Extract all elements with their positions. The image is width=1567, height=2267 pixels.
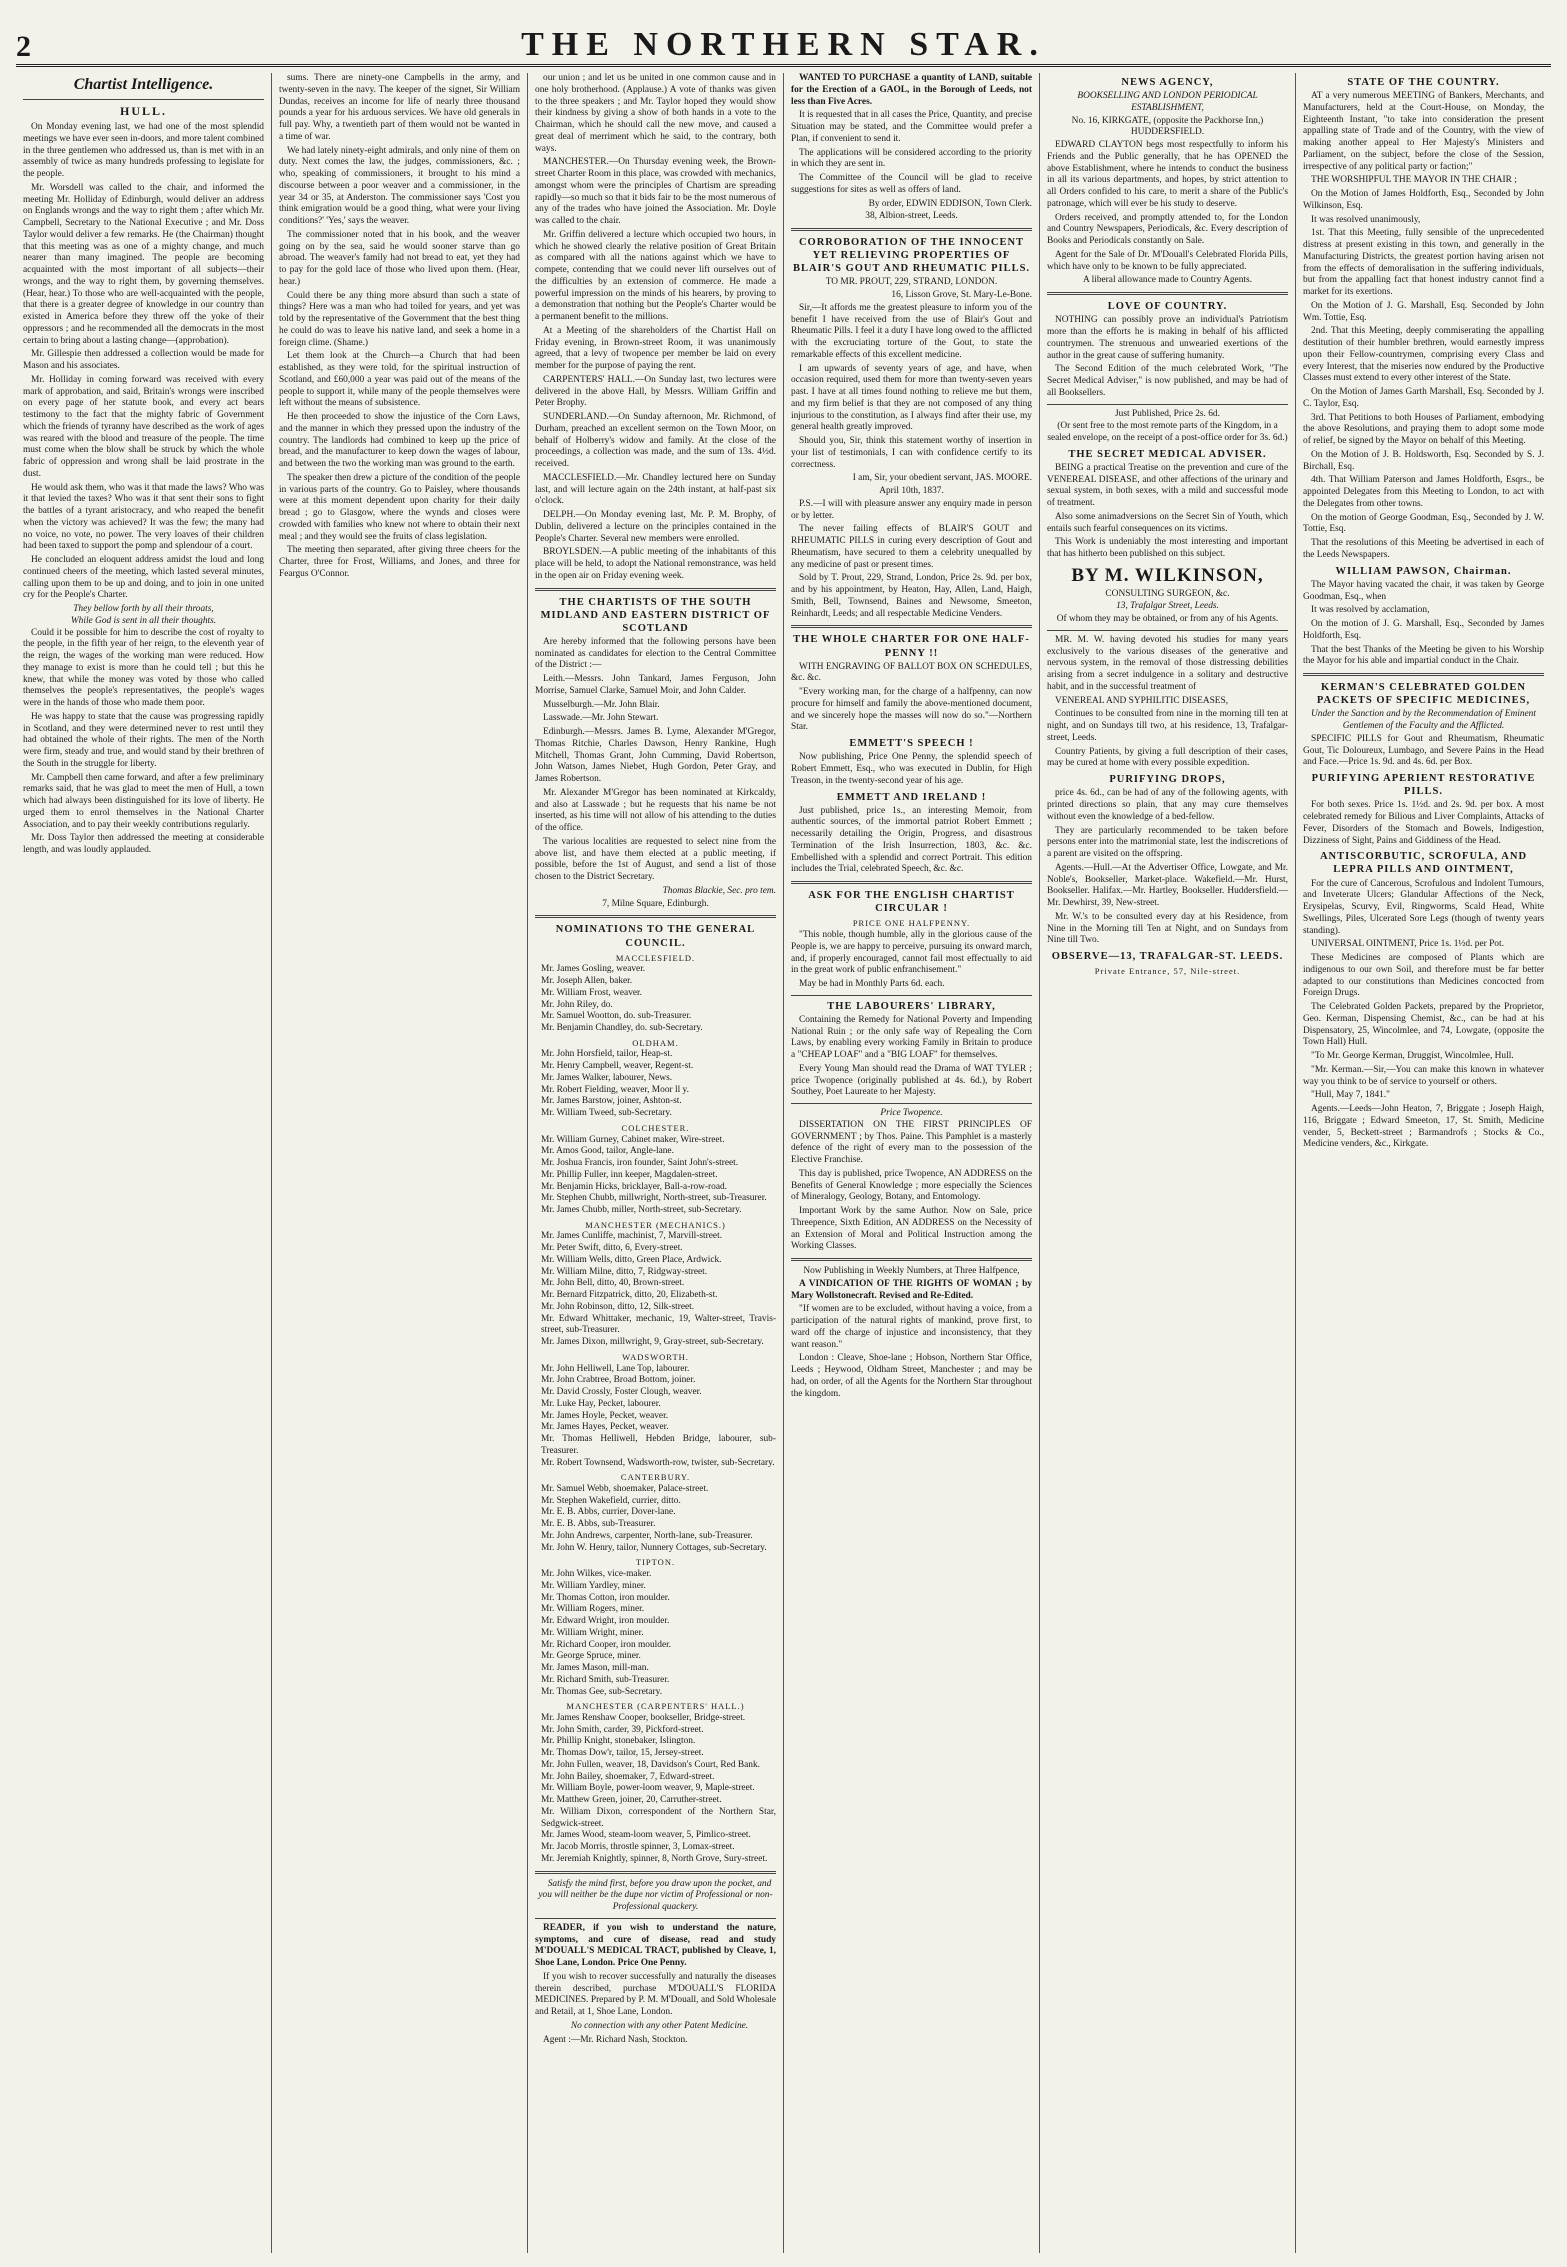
ad-headline: CORROBORATION OF THE INNOCENT YET RELIEVING PROPERTIES OF BLAIR'S GOUT AND RHEUMATIC PILLS. <box>792 237 1031 275</box>
ad-text: Satisfy the mind first, before you draw upon the pocket, and you will neither be the dupe nor victim of Professional or non-Professional quackery. <box>538 1878 773 1913</box>
paragraph: They are particularly recommended to be taken before persons enter into the matrimonial state, lest the indiscretions of a parent are visited on the offspring. <box>1047 825 1288 859</box>
paragraph: CARPENTERS' HALL.—On Sunday last, two lectures were delivered in the above Hall, by Messrs. William Griffin and Peter Brophy. <box>535 374 776 409</box>
nomination-name: Mr. William Yardley, miner. <box>541 1580 646 1591</box>
paragraph: Now publishing, Price One Penny, the splendid speech of Robert Emmett, Esq., who was executed in Dublin, for High Treason, in the twenty-second year of his age. <box>791 752 1032 786</box>
paragraph: May be had in Monthly Parts 6d. each. <box>799 979 945 989</box>
ad-headline: ASK FOR THE ENGLISH CHARTIST CIRCULAR ! <box>808 890 1015 915</box>
nomination-names <box>535 1231 776 1349</box>
nomination-name: Mr. William Rogers, miner. <box>541 1604 645 1615</box>
nomination-name: Mr. Samuel Webb, shoemaker, Palace-street. <box>541 1483 709 1494</box>
paragraph: P.S.—I will with pleasure answer any enquiry made in person or by letter. <box>791 498 1032 521</box>
nomination-name: Mr. Phillip Fuller, inn keeper, Magdalen-street. <box>541 1169 718 1180</box>
ad-body <box>1047 315 1288 399</box>
nomination-name: Mr. James Hoyle, Pecket, weaver. <box>541 1410 669 1421</box>
notice-signature: Thomas Blackie, Sec. pro tem. <box>662 885 776 896</box>
paragraph: NOTHING can possibly prove an individual's Patriotism more than the efforts he is making in behalf of his afflicted countrymen. The strenuous and unwearied exertions of the author in the great cause of suffering humanity. <box>1047 315 1288 361</box>
paragraph: price 4s. 6d., can be had of any of the following agents, with printed directions so plain, that any may cure themselves without even the knowledge of a bed-fellow. <box>1047 788 1288 822</box>
nomination-name: Mr. John Bailey, shoemaker, 7, Edward-street. <box>541 1771 715 1782</box>
section-heading: Chartist Intelligence. <box>73 76 214 93</box>
ad-subhead: CONSULTING SURGEON, &c. <box>1105 588 1230 599</box>
nomination-name: Mr. John Wilkes, vice-maker. <box>541 1569 652 1579</box>
ad-subhead: BOOKSELLING AND LONDON PERIODICAL ESTABLISHMENT, <box>1077 91 1258 113</box>
nomination-name: Mr. William Tweed, sub-Secretary. <box>541 1108 672 1119</box>
nomination-names <box>535 1713 776 1866</box>
nomination-place: WADSWORTH. <box>622 1351 689 1362</box>
paragraph: MR. M. W. having devoted his studies for many years exclusively to the various diseases of the generative and nervous system, in the removal of those distressing debilities arising from a secret indulgence in a solitary and destructive habit, and in the successful treatment of <box>1047 634 1288 692</box>
column-1 <box>16 73 272 2253</box>
nomination-name: Mr. James Hayes, Pecket, weaver. <box>541 1422 669 1433</box>
article-body <box>23 122 264 602</box>
ad-body <box>791 930 1032 991</box>
column-4 <box>784 73 1040 2253</box>
paragraph: On the Motion of J. B. Holdsworth, Esq. Seconded by S. J. Birchall, Esq. <box>1303 449 1544 472</box>
paragraph: MACCLESFIELD.—Mr. Chandley lectured here on Sunday last, and will lecture again on the 24th instant, at half-past six o'clock. <box>535 472 776 507</box>
nomination-name: Mr. Matthew Green, joiner, 20, Carruther-street. <box>541 1795 722 1806</box>
nomination-names <box>535 1135 776 1217</box>
nomination-name: Mr. E. B. Abbs, sub-Treasurer. <box>541 1519 656 1530</box>
nomination-name: Mr. Stephen Wakefield, currier, ditto. <box>541 1495 681 1506</box>
paragraph: "Mr. Kerman.—Sir,—You can make this known in whatever way you think to be of service to yourself or others. <box>1303 1064 1544 1087</box>
paragraph: MANCHESTER.—On Thursday evening week, the Brown-street Charter Room in this place, was crowded with mechanics, amongst whom were the principles of Chartism are spreading rapidly—so much so that it bids fair to be the most numerous of any of the trades who have joined the Association. Mr. Doyle was called to the chair. <box>535 157 776 226</box>
paragraph: On the motion of J. G. Marshall, Esq., Seconded by James Holdforth, Esq. <box>1303 619 1544 641</box>
paragraph: This day is published, price Twopence, AN ADDRESS on the Benefits of General Knowledge ; more especially the Sciences of Mineralogy, Geology, Botany, and Entomology. <box>791 1168 1032 1203</box>
ad-author: BY M. WILKINSON, <box>1071 564 1264 586</box>
nomination-name: Mr. Bernard Fitzpatrick, ditto, 20, Elizabeth-st. <box>541 1290 718 1301</box>
paragraph: Should you, Sir, think this statement worthy of insertion in your list of testimonials, I can with confidence certify to its correctness. <box>791 436 1032 470</box>
nominations-list <box>535 953 776 1866</box>
nomination-place: OLDHAM. <box>632 1037 679 1048</box>
nomination-names <box>535 1364 776 1470</box>
nomination-name: Mr. Luke Hay, Pecket, labourer. <box>541 1398 661 1409</box>
nomination-name: Mr. William Wells, ditto, Green Place, Ardwick. <box>541 1254 722 1265</box>
ad-body <box>1047 635 1288 770</box>
nomination-name: Mr. Richard Cooper, iron moulder. <box>541 1639 672 1650</box>
paragraph: Musselburgh.—Mr. John Blair. <box>543 699 660 710</box>
nomination-name: Mr. William Milne, ditto, 7, Ridgway-street. <box>541 1266 708 1277</box>
paragraph: On the Motion of J. G. Marshall, Esq. Seconded by John Wm. Tottie, Esq. <box>1303 300 1544 323</box>
paragraph: 4th. That William Paterson and James Holdforth, Esqrs., be appointed Delegates from this Meeting to London, to act with the Delegates from other towns. <box>1303 475 1544 509</box>
ad-body <box>1047 463 1288 561</box>
ad-body <box>1303 580 1544 668</box>
paragraph: Are hereby informed that the following persons have been nominated as candidates for election to the Central Committee of the District :— <box>535 636 776 671</box>
paragraph: Mr. W.'s to be consulted every day at his Residence, from Nine in the Morning till Ten at Night, and on Sundays from Nine till Two. <box>1047 911 1288 946</box>
ad-text: Agent :—Mr. Richard Nash, Stockton. <box>543 2034 688 2045</box>
paragraph: Agent for the Sale of Dr. M'Douall's Celebrated Florida Pills, which have only to be known to be fully appreciated. <box>1047 249 1288 272</box>
ad-address: 16, Lisson Grove, St. Mary-Le-Bone. <box>891 290 1032 301</box>
paragraph: The applications will be considered according to the priority in which they are sent in. <box>791 147 1032 170</box>
paragraph: "This noble, though humble, ally in the glorious cause of the People is, we are happy to perceive, pursuing its onward march, and, if properly encouraged, cannot fail most effectually to aid in the great work of public enfranchisement." <box>791 930 1032 976</box>
column-2 <box>272 73 528 2253</box>
paragraph: Containing the Remedy for National Poverty and Impending National Ruin ; or the only safe way of Repealing the Corn Laws, by enabling every working Family in Britain to produce a "CHEAP LOAF" and a "BIG LOAF" for themselves. <box>791 1014 1032 1061</box>
ad-signature: I am, Sir, your obedient servant, JAS. MOORE. <box>852 473 1032 484</box>
paragraph: Agents.—Leeds—John Heaton, 7, Briggate ; Joseph Haigh, 116, Briggate ; Edward Smeeton, 17, St. Smith, Medicine vender, 5, Beckett-street ; Barmandrofs ; Stocks & Co., Medicine venders, &c., Kirkgate. <box>1303 1104 1544 1150</box>
paragraph: Country Patients, by giving a full description of their cases, may be cured at home with every possible expedition. <box>1047 746 1288 769</box>
ad-body <box>791 662 1032 735</box>
article-body-continued <box>23 628 264 857</box>
paragraph: "If women are to be excluded, without having a voice, from a participation of the natural rights of mankind, prove first, to ward off the charge of injustice and inconsistency, that they want reason." <box>791 1304 1032 1350</box>
nomination-name: Mr. Robert Townsend, Wadsworth-row, twister, sub-Secretary. <box>541 1457 775 1468</box>
column-5 <box>1040 73 1296 2253</box>
nomination-name: Mr. James Wood, steam-loom weaver, 5, Pimlico-street. <box>541 1830 751 1841</box>
paragraph: BEING a practical Treatise on the prevention and cure of the VENEREAL DISEASE, and other affections of the urinary and sexual system, in both sexes, with a mild and successful mode of treatment. <box>1047 462 1288 509</box>
paragraph: He would ask them, who was it that made the laws? Who was it that levied the taxes? Who was it that sent their sons to fight the battles of a tyrant aristocracy, and who reaped the benefit when the victory was achieved? It was the few; the many had no voice, no vote, no power. The very loaves of their children had been taxed to support the pomp and splendour of a court. <box>23 482 264 552</box>
paragraph: Important Work by the same Author. Now on Sale, price Threepence, Sixth Edition, AN ADDRESS on the Necessity of an Extension of Moral and Political Instruction among the Working Classes. <box>791 1206 1032 1252</box>
paragraph: DELPH.—On Monday evening last, Mr. P. M. Brophy, of Dublin, delivered a lecture on the principles contained in the People's Charter. Several new members were enrolled. <box>535 510 776 544</box>
masthead <box>16 22 1551 67</box>
nomination-name: Mr. John Smith, carder, 39, Pickford-street. <box>541 1724 704 1735</box>
ad-body <box>791 1015 1032 1099</box>
ad-address: Private Entrance, 57, Nile-street. <box>1094 966 1241 977</box>
ad-body <box>791 806 1032 877</box>
nomination-name: Mr. James Renshaw Cooper, bookseller, Bridge-street. <box>541 1712 746 1723</box>
nomination-name: Mr. Jeremiah Knightly, spinner, 8, North Grove, Sury-street. <box>541 1853 768 1864</box>
ad-body <box>791 110 1032 196</box>
nomination-name: Mr. George Spruce, miner. <box>541 1651 641 1662</box>
paragraph: Sold by T. Prout, 229, Strand, London, Price 2s. 9d. per box, and by his appointment, by Heaton, Hay, Allen, Land, Haigh, Smith, Bell, Townsend, Baines and Newsome, Smeeton, Reinhardt, Leeds; and all respectable Medicine Venders. <box>791 573 1032 619</box>
nomination-name: Mr. James Dixon, millwright, 9, Gray-street, sub-Secretary. <box>541 1337 764 1348</box>
nomination-name: Mr. James Cunliffe, machinist, 7, Marvill-street. <box>541 1231 723 1242</box>
paragraph: UNIVERSAL OINTMENT, Price 1s. 1½d. per Pot. <box>1311 939 1504 950</box>
nomination-name: Mr. John W. Henry, tailor, Nunnery Cottages, sub-Secretary. <box>541 1542 767 1553</box>
ad-date: April 10th, 1837. <box>879 486 944 497</box>
nomination-names <box>535 1049 776 1120</box>
paragraph: WITH ENGRAVING OF BALLOT BOX ON SCHEDULES, &c. &c. <box>791 661 1032 684</box>
paragraph: Could it be possible for him to describe the cost of royalty to the people, in the fifth year of her reign, to the eleventh year of the reign, the wages of the working man were reduced. How they manage to exist is more than he could tell ; but this he knew, that while the money was voted by those who called themselves the people's representatives, the people's wages were in the hands of those who made them poor. <box>23 627 264 708</box>
paragraph: Also some animadversions on the Secret Sin of Youth, which entails such fearful consequences on its victims. <box>1047 511 1288 534</box>
nomination-name: Mr. Peter Swift, ditto, 6, Every-street. <box>541 1243 683 1254</box>
paragraph: He concluded an eloquent address amidst the loud and long continued cheers of the meeting, which lasted several minutes, calling upon them to be up and doing, and to join in one united cry for the People's Charter. <box>23 555 264 601</box>
nomination-name: Mr. Thomas Helliwell, Hebden Bridge, labourer, sub-Treasurer. <box>541 1434 776 1456</box>
paragraph: Edinburgh.—Messrs. James B. Lyme, Alexander M'Gregor, Thomas Ritchie, Charles Dawson, Henry Rankine, Hugh Mitchell, Thomas Grant, John Cumming, David Robertson, John Watson, James Niebet, Hugh Gordon, Peter Gray, and James Robertson. <box>535 727 776 785</box>
paragraph: BROYLSDEN.—A public meeting of the inhabitants of this place will be held, to adopt the National remonstrance, was held in the open air on Friday evening week. <box>535 547 776 581</box>
nomination-name: Mr. John Riley, do. <box>541 999 613 1010</box>
nomination-name: Mr. Jacob Morris, throstle spinner, 3, Lomax-street. <box>541 1842 735 1853</box>
paragraph: For the cure of Cancerous, Scrofulous and Indolent Tumours, and Inveterate Ulcers; Glandular Affections of the Neck, Erysipelas, Scurvy, Evil, Ringworms, Scald Head, White Swellings, Piles, Ulcerated Sore Legs (though of twenty years standing). <box>1303 878 1544 936</box>
notice-body <box>535 637 776 884</box>
paragraph: Leith.—Messrs. John Tankard, James Ferguson, John Morrise, Samuel Clarke, Samuel Moir, and John Calder. <box>535 674 776 696</box>
paragraph: That the best Thanks of the Meeting be given to his Worship the Mayor for his able and impartial conduct in the Chair. <box>1303 644 1544 667</box>
paragraph: It is requested that in all cases the Price, Quantity, and precise Situation may be stated, and the Committee would prefer a Plan, if convenient to send it. <box>791 110 1032 144</box>
paragraph: SUNDERLAND.—On Sunday afternoon, Mr. Richmond, of Durham, preached an excellent sermon on the Town Moor, on behalf of Holberry's widow and family. At the close of the proceedings, a collection was made, and the sum of 13s. 4½d. received. <box>535 412 776 469</box>
nomination-name: Mr. John Robinson, ditto, 12, Silk-street. <box>541 1301 695 1312</box>
nomination-name: Mr. Edward Whittaker, mechanic, 19, Walter-street, Travis-street, sub-Treasurer. <box>541 1313 776 1336</box>
paragraph: DISSERTATION ON THE FIRST PRINCIPLES OF GOVERNMENT ; by Thos. Paine. This Pamphlet is a masterly defence of the right of every man to the possession of the Elective Franchise. <box>791 1119 1032 1166</box>
nomination-name: Mr. William Gurney, Cabinet maker, Wire-street. <box>541 1134 725 1145</box>
paragraph: We had lately ninety-eight admirals, and only nine of them on duty. Next comes the law, the judges, commissioners, &c. ; who, speaking of commissioners, it brought to his mind a discourse between a poor weaver and a commissioner, in the year 34 or 35, at Anderston. The commissioner says 'Cost you think emigration would be a good thing, what were your living conditions?' 'Yes,' says the weaver. <box>279 145 520 226</box>
paragraph: Agents.—Hull.—At the Advertiser Office, Lowgate, and Mr. Noble's, Bookseller, Market-place. Wakefield.—Mr. Hurst, Bookseller. Halifax.—Mr. Hartley, Bookseller. Huddersfield.—Mr. Dewhirst, 39, New-street. <box>1047 862 1288 908</box>
paragraph: He then proceeded to show the injustice of the Corn Laws, and the manner in which they pressed upon the industry of the country. The landlords had combined to keep up the price of bread, and the manufacturer to keep down the wages of labour, and between the two the working man was ground to the earth. <box>279 412 520 469</box>
notice-heading: THE CHARTISTS OF THE SOUTH MIDLAND AND EASTERN DISTRICT OF SCOTLAND <box>540 596 771 634</box>
paragraph: THE WORSHIPFUL THE MAYOR IN THE CHAIR ; <box>1311 175 1517 186</box>
verse: They bellow forth by all their throats, While God is sent in all their thoughts. <box>70 604 217 626</box>
paragraph: Let them look at the Church—a Church that had been established, as they were told, for the spiritual instruction of Scotland, and £60,000 a year was paid out of the means of the people to support it, while many of the people themselves were left without the means of subsistence. <box>279 351 520 409</box>
column-6 <box>1296 73 1551 2253</box>
paragraph: The Committee of the Council will be glad to receive suggestions for sites as well as offers of land. <box>791 173 1032 195</box>
nomination-name: Mr. Benjamin Hicks, bricklayer, Ball-a-row-road. <box>541 1181 728 1192</box>
ad-headline: THE WHOLE CHARTER FOR ONE HALF-PENNY !! <box>793 634 1030 659</box>
paragraph: The commissioner noted that in his book, and the weaver going on by the sea, said he would sooner starve than go abroad. The weaver's family had not bread to eat, yet they had to pay for the gold lace of those who lived upon them. (Hear, hear.) <box>279 229 520 287</box>
paragraph: London : Cleave, Shoe-lane ; Hobson, Northern Star Office, Leeds ; Heywood, Oldham Street, Manchester ; and may be had, on order, of all the Agents for the Northern Star throughout the kingdom. <box>791 1353 1032 1399</box>
ad-headline: ANTISCORBUTIC, SCROFULA, AND LEPRA PILLS AND OINTMENT, <box>1319 851 1528 876</box>
ad-headline: THE SECRET MEDICAL ADVISER. <box>1068 448 1267 460</box>
paragraph: 1st. That this Meeting, fully sensible of the unprecedented distress at present existing in this town, and generally in the Manufacturing Districts, the greatest portion having arisen not from the effects of demoralisation in the suffering individuals, but from the appalling fact that honest industry cannot find a market for its exertions. <box>1303 228 1544 298</box>
nomination-place: CANTERBURY. <box>620 1472 691 1483</box>
paragraph: It was resolved unanimously, <box>1311 214 1421 225</box>
ad-address: OBSERVE—13, TRAFALGAR-ST. LEEDS. <box>1051 951 1284 962</box>
nomination-name: Mr. John Fullen, weaver, 18, Davidson's Court, Red Bank. <box>541 1759 761 1770</box>
paragraph: On Monday evening last, we had one of the most splendid meetings we have ever seen in-doors, and more talent combined in the three gentlemen who addressed us, than is met with in an assembly of twice as many hundreds professing to legislate for the people. <box>23 122 264 179</box>
ad-text: If you wish to recover successfully and naturally the diseases therein described, purchase M'DOUALL'S FLORIDA MEDICINES. Prepared by P. M. M'Douall, and Sold Wholesale and Retail, at 1, Shoe Lane, London. <box>535 1971 776 2018</box>
ad-body <box>1303 91 1544 562</box>
paragraph: VENEREAL AND SYPHILITIC DISEASES, <box>1055 695 1229 706</box>
paragraph: Orders received, and promptly attended to, for the London and Country Newspapers, Periodicals, &c. Every description of Books and Periodicals constantly on Sale. <box>1047 212 1288 247</box>
nomination-name: Mr. James Barstow, joiner, Ashton-st. <box>541 1096 682 1107</box>
paragraph: Mr. Gillespie then addressed a collection would be made for Mason and his associates. <box>23 349 264 371</box>
nomination-name: Mr. William Wright, miner. <box>541 1627 644 1638</box>
nomination-name: Mr. David Crossly, Foster Clough, weaver. <box>541 1387 702 1397</box>
paragraph: Continues to be consulted from nine in the morning till ten at night, and on Sundays till two, at his residence, 13, Trafalgar-street, Leeds. <box>1047 709 1288 743</box>
nomination-name: Mr. Thomas Gee, sub-Secretary. <box>541 1686 663 1697</box>
paragraph: This Work is undeniably the most interesting and important that has hitherto been published on this subject. <box>1047 537 1288 560</box>
columns <box>16 73 1551 2253</box>
nomination-name: Mr. Stephen Chubb, millwright, North-street, sub-Treasurer. <box>541 1193 767 1204</box>
ad-address: TO MR. PROUT, 229, STRAND, LONDON. <box>825 277 998 288</box>
nomination-name: Mr. James Mason, mill-man. <box>541 1663 649 1673</box>
ad-body <box>1047 140 1288 273</box>
ad-headline: WANTED TO PURCHASE a quantity of LAND, suitable for the Erection of a GAOL, in the Borough of Leeds, not less than Five Acres. <box>791 73 1032 107</box>
nomination-name: Mr. Benjamin Chandley, do. sub-Secretary. <box>541 1023 703 1033</box>
ad-address: No. 16, KIRKGATE, (opposite the Packhorse Inn,) HUDDERSFIELD. <box>1071 115 1264 138</box>
ad-headline: READER, if you wish to understand the nature, symptoms, and cure of disease, read and study M'DOUALL'S MEDICAL TRACT, published by Cleave, 1, Shoe Lane, London. Price One Penny. <box>535 1922 776 1969</box>
nomination-name: Mr. John Andrews, carpenter, North-lane, sub-Treasurer. <box>541 1530 753 1541</box>
ad-body <box>791 499 1032 621</box>
paragraph: Just published, price 1s., an interesting Memoir, from authentic sources, of the immortal patriot Robert Emmett ; necessarily detailing the Origin, Progress, and disastrous Termination of the Irish Insurrection, 1803, &c. &c. Embellished with a splendid and correct Portrait. This edition includes the Trial, celebrated Speech, &c. &c. <box>791 805 1032 875</box>
nomination-name: Mr. William Frost, weaver. <box>541 987 642 998</box>
nomination-name: Mr. John Crabtree, Broad Bottom, joiner. <box>541 1375 696 1386</box>
paragraph: The meeting then separated, after giving three cheers for the Charter, three for Frost, Williams, and Jones, and three for Feargus O'Connor. <box>279 545 520 579</box>
nomination-name: Mr. Samuel Wootton, do. sub-Treasurer. <box>541 1011 692 1022</box>
paragraph: On the Motion of James Garth Marshall, Esq. Seconded by J. C. Taylor, Esq. <box>1303 387 1544 409</box>
paragraph: AT a very numerous MEETING of Bankers, Merchants, and Manufacturers, held at the Court-House, on Monday, the Eighteenth Instant, "to take into consideration the present appalling state of Trade and of the Country, with the view of making another appeal to Her Majesty's Ministers and Parliament, on the subject, before the close of the Session, irrespective of any political party or faction;" <box>1303 91 1544 172</box>
nomination-names <box>535 1569 776 1698</box>
paragraph: Mr. Alexander M'Gregor has been nominated at Kirkcaldy, and also at Lasswade ; but he requests that his name be not inserted, as his time will not allow of his attending to the duties of the office. <box>535 787 776 834</box>
paragraph: On the Motion of James Holdforth, Esq., Seconded by John Wilkinson, Esq. <box>1303 189 1544 211</box>
ad-headline: PURIFYING DROPS, <box>1109 774 1226 786</box>
paragraph: "To Mr. George Kerman, Druggist, Wincolmlee, Hull. <box>1311 1051 1514 1061</box>
paragraph: 2nd. That this Meeting, deeply commiserating the appalling destitution of their humbler brethren, would earnestly impress upon their Fellow-countrymen, comprising every Class and every Interest, that the miseries now endured by the Productive Classes must extend to every other interest of the State. <box>1303 326 1544 384</box>
article-body <box>279 73 520 581</box>
ad-subhead: Price Twopence. <box>880 1108 943 1119</box>
ad-body <box>791 1304 1032 1400</box>
paragraph: Mr. Worsdell was called to the chair, and informed the meeting Mr. Holliday of Edinburgh, would deliver an address on Englands wrongs and the way to right them ; after which Mr. Campbell, Secretary to the National Executive ; and Mr. Doss Taylor would deliver a few remarks. He (the Chairman) thought that this meeting was as one of a mighty change, and much nearer than many imagined. The people are becoming acquainted with the most important of all subjects—their wrongs, and the way to right them, by governing themselves. (Hear, hear.) To those who are well-acquainted with the people, that there is a greater degree of knowledge in our country than existed in America before they threw off the yoke of their oppressors ; and he recommended all the democrats in the most certain to bring about a lasting change—(approbation). <box>23 182 264 346</box>
nomination-place: MANCHESTER (CARPENTERS' HALL.) <box>566 1701 745 1712</box>
paragraph: EDWARD CLAYTON begs most respectfully to inform his Friends and the Public generally, that he has OPENED the above Establishment, where he intends to conduct the business in all its various departments, and hopes, by strict attention to all Orders confided to his care, to merit a share of the Public's patronage, which will ever be his study to deserve. <box>1047 140 1288 209</box>
ad-address: 13, Trafalgar Street, Leeds. <box>1116 601 1219 612</box>
ad-body <box>791 303 1032 472</box>
nomination-place: COLCHESTER. <box>621 1122 690 1133</box>
paragraph: Could there be any thing more absurd than such a state of things? Here was a man who had toiled for years, and yet was told by the representative of the Government that the best thing he could do was to leave his native land, and seek a home in a foreign clime. (Shame.) <box>279 290 520 348</box>
nomination-place: MACCLESFIELD. <box>615 952 696 963</box>
ad-subhead: Under the Sanction and by the Recommendation of Eminent Gentlemen of the Faculty and the Afflicted. <box>1311 709 1536 731</box>
paragraph: It was resolved by acclamation, <box>1311 605 1430 616</box>
nomination-name: Mr. John Horsfield, tailor, Heap-st. <box>541 1049 673 1060</box>
place-heading: HULL. <box>119 104 167 118</box>
ad-address: 38, Albion-street, Leeds. <box>865 211 958 222</box>
paragraph: The various localities are requested to select nine from the above list, and have them elected at a public meeting, if possible, before the 1st of August, and send a list of those chosen to the District Secretary. <box>535 836 776 883</box>
ad-text: No connection with any other Patent Medicine. <box>570 2020 749 2031</box>
nomination-name: Mr. Richard Smith, sub-Treasurer. <box>541 1674 670 1685</box>
ad-headline: EMMETT'S SPEECH ! <box>849 738 974 750</box>
column-3 <box>528 73 784 2253</box>
nomination-names <box>535 1484 776 1555</box>
nomination-name: Mr. Amos Good, tailor, Angle-lane. <box>541 1146 674 1157</box>
ad-note: Of whom they may be obtained, or from any of his Agents. <box>1056 614 1279 625</box>
paragraph: At a Meeting of the shareholders of the Chartist Hall on Friday evening, in Brown-street Room, it was unanimously agreed, that a levy of twopence per member be laid on every member for the purpose of paying the rent. <box>535 325 776 371</box>
ad-body <box>1303 800 1544 847</box>
nomination-place: TIPTON. <box>635 1557 676 1568</box>
nomination-name: Mr. Phillip Knight, stonebaker, Islington. <box>541 1736 696 1747</box>
ad-note: A liberal allowance made to Country Agents. <box>1083 275 1252 286</box>
notice-address: 7, Milne Square, Edinburgh. <box>602 898 709 909</box>
nomination-name: Mr. Edward Wright, iron moulder. <box>541 1616 670 1626</box>
paragraph: Mr. Doss Taylor then addressed the meeting at considerable length, and was loudly applauded. <box>23 833 264 855</box>
ad-headline: THE LABOURERS' LIBRARY, <box>827 1000 996 1012</box>
newspaper-title: THE NORTHERN STAR. <box>521 26 1046 63</box>
paragraph: Mr. Griffin delivered a lecture which occupied two hours, in which he showed clearly the relative position of Great Britain as compared with all the nations against which we have to compete, contending that we could never lift ourselves out of the difficulties by an extension of commerce. He made a powerful impression on the minds of his hearers, by proving to a demonstration that nothing but the People's Charter would be a permanent benefit to the millions. <box>535 229 776 322</box>
ad-signature: WILLIAM PAWSON, Chairman. <box>1335 565 1512 577</box>
paragraph: Sir,—It affords me the greatest pleasure to inform you of the benefit I have received from the use of Blair's Gout and Rheumatic Pills. I feel it a duty I have long owed to the afflicted with the excruciating torture of the Gout, to state the remarkable effects of this excellent medicine. <box>791 302 1032 360</box>
paragraph: 3rd. That Petitions to both Houses of Parliament, embodying the above Resolutions, and praying them to adopt some mode of relief, be signed by the Mayor on behalf of this Meeting. <box>1303 412 1544 447</box>
paragraph: The Mayor having vacated the chair, it was taken by George Goodman, Esq., when <box>1303 579 1544 602</box>
nomination-name: Mr. Thomas Dow'r, tailor, 15, Jersey-street. <box>541 1748 704 1759</box>
nomination-name: Mr. William Boyle, power-loom weaver, 9, Maple-street. <box>541 1783 755 1794</box>
ad-headline: LOVE OF COUNTRY. <box>1107 301 1228 313</box>
ad-body <box>1303 734 1544 769</box>
paragraph: our union ; and let us be united in one common cause and in one holy brotherhood. (Applause.) A vote of thanks was given to the three speakers ; and Mr. Taylor hoped they would show their kindness by giving a show of both hands in a vote to the Chairman, which he should call the new move, and caused a great deal of merriment which he said, to the contrary, both ways. <box>535 73 776 154</box>
ad-subhead: (Or sent free to the most remote parts of the Kingdom, in a sealed envelope, on the receipt of a post-office order for 3s. 6d.) <box>1047 421 1288 443</box>
nomination-place: MANCHESTER (MECHANICS.) <box>585 1219 726 1230</box>
paragraph: That the resolutions of this Meeting be advertised in each of the Leeds Newspapers. <box>1303 538 1544 560</box>
paragraph: sums. There are ninety-one Campbells in the army, and twenty-seven in the navy. The keeper of the signet, Sir William Dundas, receives an income for life of nearly three thousand pounds a year for his arduous services. We have old generals in full pay. Why, a twentieth part of them would not be wanted in a time of war. <box>279 73 520 142</box>
ad-body <box>1047 788 1288 947</box>
paragraph: Mr. Holliday in coming forward was received with every mark of approbation, and said, Britain's wrongs were inscribed on every page of her statute book, and every act bears testimony to the fact that the mighty fabric of Government which the friends of tyranny have described as the work of ages was reared with the blood and treasure of the people. The time must come when the blow shall be struck by which the whole fabric of oppression and wrong shall be laid prostrate in the dust. <box>23 374 264 479</box>
nomination-name: Mr. E. B. Abbs, currier, Dover-lane. <box>541 1507 676 1518</box>
ad-body <box>791 752 1032 787</box>
paragraph: I am upwards of seventy years of age, and have, when occasion required, used them for more than twenty-seven years past. I have at all times found nothing to relieve me but them, and my firm belief is that they are not composed of any thing injurious to the constitution, as I always find after their use, my general health greatly improved. <box>791 363 1032 433</box>
paragraph: He was happy to state that the cause was progressing rapidly in Scotland, and they were determined never to rest until they had obtained the whole of their rights. The men of the North were firm, steady and true, and would stand by their brethren of the South in the struggle for liberty. <box>23 711 264 769</box>
ad-body <box>791 1120 1032 1253</box>
nomination-name: Mr. James Gosling, weaver. <box>541 964 646 975</box>
ad-headline: STATE OF THE COUNTRY. <box>1347 77 1500 88</box>
ad-subhead: PRICE ONE HALFPENNY. <box>852 918 971 929</box>
nomination-name: Mr. Robert Fielding, weaver, Moor ll y. <box>541 1084 689 1095</box>
ad-subhead: Just Published, Price 2s. 6d. <box>1115 408 1220 419</box>
paragraph: On the motion of George Goodman, Esq., Seconded by J. W. Tottie, Esq. <box>1303 512 1544 535</box>
nomination-name: Mr. John Bell, ditto, 40, Brown-street. <box>541 1278 685 1289</box>
nominations-heading: NOMINATIONS TO THE GENERAL COUNCIL. <box>555 924 756 949</box>
page-number: 2 <box>16 30 31 63</box>
paragraph: Lasswade.—Mr. John Stewart. <box>543 713 659 724</box>
nomination-name: Mr. Joseph Allen, baker. <box>541 976 633 986</box>
paragraph: "Hull, May 7, 1841." <box>1311 1090 1391 1101</box>
paragraph: SPECIFIC PILLS for Gout and Rheumatism, Rheumatic Gout, Tic Doloureux, Lumbago, and Severe Pains in the Head and Face.—Price 1s. 9d. and 4s. 6d. per Box. <box>1303 733 1544 768</box>
ad-headline: KERMAN'S CELEBRATED GOLDEN PACKETS OF SPECIFIC MEDICINES, <box>1316 682 1531 707</box>
nomination-name: Mr. James Chubb, miller, North-street, sub-Secretary. <box>541 1205 742 1215</box>
paragraph: The Second Edition of the much celebrated Work, "The Secret Medical Adviser," is now published, and may be had of all Booksellers. <box>1047 364 1288 398</box>
nomination-names <box>535 964 776 1035</box>
nomination-name: Mr. James Walker, labourer, News. <box>541 1072 673 1083</box>
paragraph: The never failing effects of BLAIR'S GOUT and RHEUMATIC PILLS in curing every description of Gout and Rheumatism, have secured to them a celebrity unequalled by any medicine of past or present times. <box>791 524 1032 570</box>
paragraph: These Medicines are composed of Plants which are indigenous to our own Soil, and therefore must be far better adapted to our constitutions than Medicines concocted from Foreign Drugs. <box>1303 953 1544 999</box>
paragraph: Mr. Campbell then came forward, and after a few preliminary remarks said, that he was glad to meet the men of Hull, a town which had always been distinguished for its love of liberty. He urged them to enrol themselves in the National Charter Association, and to pay their weekly contributions regularly. <box>23 772 264 830</box>
ad-subhead: Now Publishing in Weekly Numbers, at Three Halfpence, <box>803 1266 1020 1277</box>
ad-headline: PURIFYING APERIENT RESTORATIVE PILLS. <box>1311 773 1536 798</box>
nomination-name: Mr. Joshua Francis, iron founder, Saint John's-street. <box>541 1158 739 1168</box>
nomination-name: Mr. Thomas Cotton, iron moulder. <box>541 1592 670 1603</box>
ad-headline: A VINDICATION OF THE RIGHTS OF WOMAN ; by Mary Wollstonecraft. Revised and Re-Edited. <box>791 1278 1032 1301</box>
paragraph: Every Young Man should read the Drama of WAT TYLER ; price Twopence (originally published at 4s. 6d.), by Robert Southey, Poet Laureate to her Majesty. <box>791 1063 1032 1098</box>
paragraph: For both sexes. Price 1s. 1½d. and 2s. 9d. per box. A most celebrated remedy for Bilious and Liver Complaints, Attacks of Fever, Disorders of the Stomach and Bowels, Indigestion, Dizziness of Sight, Pains and Giddiness of the Head. <box>1303 800 1544 846</box>
nomination-name: Mr. Henry Campbell, weaver, Regent-st. <box>541 1061 694 1072</box>
paragraph: The Celebrated Golden Packets, prepared by the Proprietor, Geo. Kerman, Dispensing Chemist, &c., can be had at his Dispensatory, 25, Wincolmlee, and 74, Lowgate, (opposite the Town Hall) Hull. <box>1303 1002 1544 1048</box>
ad-signature: By order, EDWIN EDDISON, Town Clerk. <box>868 198 1032 209</box>
ad-headline: EMMETT AND IRELAND ! <box>836 791 987 803</box>
ad-body <box>1303 879 1544 1152</box>
nomination-name: Mr. John Helliwell, Lane Top, labourer. <box>541 1363 690 1374</box>
article-body <box>535 73 776 583</box>
paragraph: The speaker then drew a picture of the condition of the people in various parts of the country. Go to Paisley, where thousands were at this moment dependent upon charity for their daily bread ; go to Glasgow, where the wynds and closes were crowded with families who knew not where to obtain their next meal ; and they would see the fruits of class legislation. <box>279 472 520 542</box>
nomination-name: Mr. William Dixon, correspondent of the Northern Star, Sedgwick-street. <box>541 1806 776 1829</box>
paragraph: "Every working man, for the charge of a halfpenny, can now procure for himself and family the above-mentioned document, and we sincerely hope the masses will now do so."—Northern Star. <box>791 687 1032 733</box>
ad-headline: NEWS AGENCY, <box>1121 77 1214 88</box>
